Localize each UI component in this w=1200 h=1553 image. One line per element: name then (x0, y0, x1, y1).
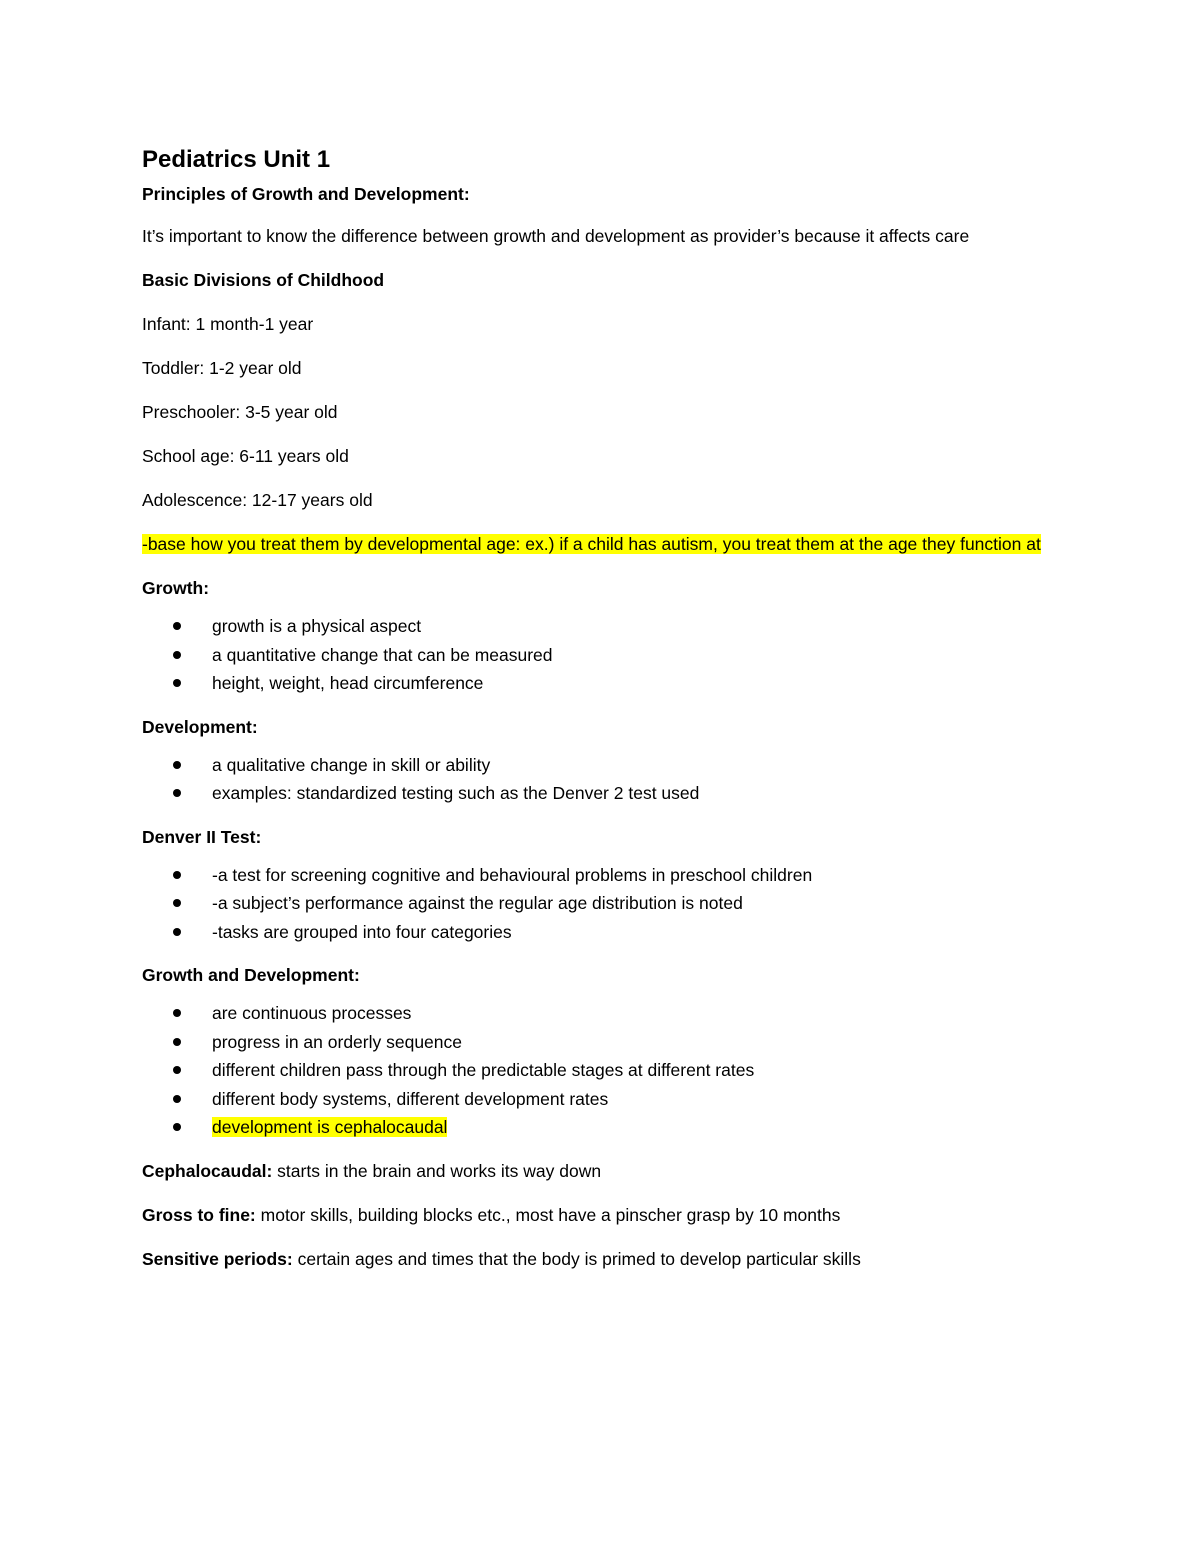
bullet-icon (173, 1038, 181, 1046)
bullet-icon (173, 1009, 181, 1017)
bullet-icon (173, 928, 181, 936)
term-definition: motor skills, building blocks etc., most have a pinscher grasp by 10 months (255, 1204, 841, 1225)
term-label: Sensitive periods: (142, 1248, 293, 1269)
bullet-icon (173, 622, 181, 630)
denver-list (142, 861, 1062, 947)
term-label: Cephalocaudal: (142, 1160, 273, 1181)
term-cephalocaudal (142, 1157, 1062, 1186)
bullet-icon (173, 679, 181, 687)
list-item (142, 751, 1062, 780)
highlight-note-paragraph (142, 530, 1062, 559)
term-label: Gross to fine: (142, 1204, 256, 1225)
bullet-icon (173, 761, 181, 769)
denver-heading: Denver II Test: (142, 826, 262, 847)
list-item-text: examples: standardized testing such as the Denver 2 test used (212, 783, 700, 803)
list-item (142, 889, 1062, 918)
list-item (142, 918, 1062, 947)
list-item-text: a quantitative change that can be measured (212, 644, 553, 665)
page-title: Pediatrics Unit 1 (142, 146, 331, 173)
bullet-icon (173, 1123, 181, 1131)
bullet-icon (173, 1066, 181, 1074)
list-item (142, 1085, 1062, 1114)
list-item (142, 779, 1062, 808)
bullet-icon (173, 871, 181, 879)
highlighted-list-item-text: development is cephalocaudal (212, 1117, 448, 1137)
list-item (142, 612, 1062, 641)
development-list (142, 751, 1062, 808)
list-item-text: progress in an orderly sequence (212, 1031, 463, 1052)
growth-list (142, 612, 1062, 698)
list-item (142, 669, 1062, 698)
list-item (142, 1056, 1062, 1085)
term-gross-to-fine (142, 1201, 1062, 1230)
list-item-text: different children pass through the predictable stages at different rates (212, 1060, 755, 1080)
list-item (142, 999, 1062, 1028)
list-item (142, 1113, 1062, 1142)
list-item-text: a qualitative change in skill or ability (212, 754, 491, 775)
bullet-icon (173, 899, 181, 907)
growth-development-list (142, 999, 1062, 1142)
division-preschooler: Preschooler: 3-5 year old (142, 402, 338, 422)
list-item-text: height, weight, head circumference (212, 673, 484, 693)
bullet-icon (173, 1095, 181, 1103)
divisions-heading: Basic Divisions of Childhood (142, 270, 385, 290)
division-school-age: School age: 6-11 years old (142, 446, 349, 466)
list-item-text: -a subject’s performance against the regular age distribution is noted (212, 893, 743, 913)
growth-heading: Growth: (142, 578, 210, 598)
list-item-text: are continuous processes (212, 1003, 412, 1023)
division-adolescence: Adolescence: 12-17 years old (142, 490, 373, 510)
bullet-icon (173, 651, 181, 659)
list-item-text: different body systems, different development rates (212, 1088, 609, 1109)
list-item-text: -a test for screening cognitive and behavioural problems in preschool children (212, 864, 813, 885)
intro-paragraph: It’s important to know the difference between growth and development as provider’s because it affects care (142, 226, 970, 246)
highlighted-note: -base how you treat them by developmental age: ex.) if a child has autism, you treat them at the age they function at (142, 534, 1041, 554)
list-item-text: growth is a physical aspect (212, 616, 422, 636)
list-item-text: -tasks are grouped into four categories (212, 921, 512, 942)
page-subtitle: Principles of Growth and Development: (142, 184, 470, 204)
document-page (142, 140, 1062, 1289)
term-definition: starts in the brain and works its way down (272, 1160, 602, 1181)
development-heading: Development: (142, 716, 258, 737)
list-item (142, 641, 1062, 670)
term-definition: certain ages and times that the body is primed to develop particular skills (292, 1248, 861, 1269)
list-item (142, 1028, 1062, 1057)
bullet-icon (173, 789, 181, 797)
division-toddler: Toddler: 1-2 year old (142, 358, 302, 378)
term-sensitive-periods (142, 1245, 1062, 1274)
list-item (142, 861, 1062, 890)
growth-development-heading: Growth and Development: (142, 965, 360, 985)
division-infant: Infant: 1 month-1 year (142, 314, 314, 334)
